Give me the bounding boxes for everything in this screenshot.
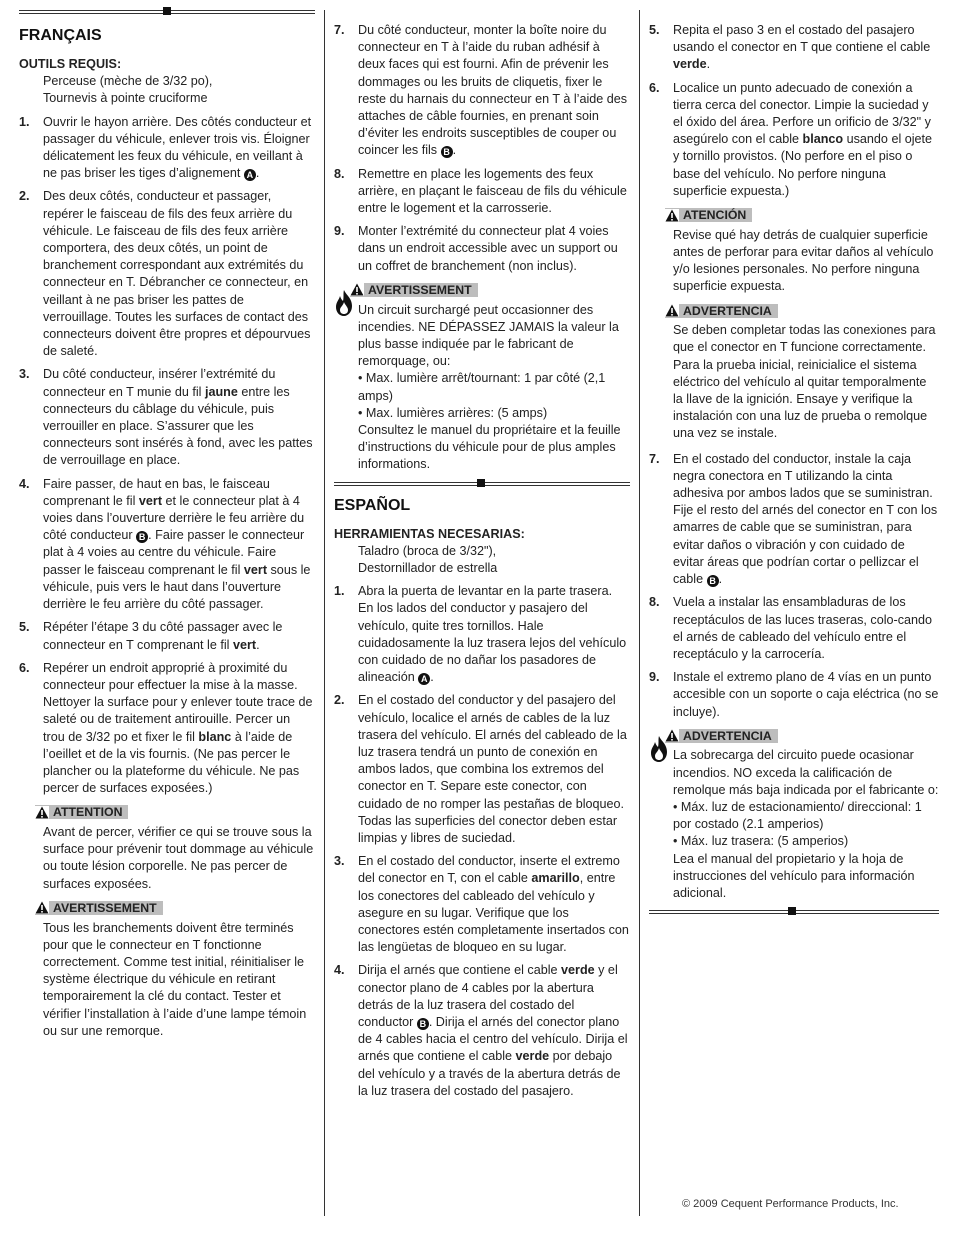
middle-column — [334, 16, 630, 1106]
step-number: 4. — [334, 963, 345, 978]
warning-line: • Max. lumières arrières: (5 amps) — [358, 405, 548, 420]
step-number: 6. — [19, 660, 30, 675]
tool-item: Perceuse (mèche de 3/32 po), — [43, 74, 213, 89]
step-text: En el costado del conductor y del pasajero del vehículo, localice el arnés de cables de la luz trasera del vehículo. El arnés del cableado de la luz trasera tendrá un punto de conexión en ambos lados, que combina los extremos del conector en T. Separe este conector, con cuidado de no romper las pestañas de bloqueo. Todas las superficies del conector deben estar limpias y libres de suciedad. — [358, 693, 627, 846]
callout-badge: A — [244, 169, 256, 181]
column-divider — [324, 10, 325, 1216]
step-text: sous le véhicule, puis vers le haut dans l’ouverture derrière le feu arrière du côté passager. — [43, 562, 311, 612]
step-text: . — [718, 572, 723, 587]
wire-color: vert — [138, 493, 163, 508]
step-text: . — [255, 166, 260, 181]
warning-line: Un circuit surchargé peut occasionner des incendies. NE DÉPASSEZ JAMAIS la valeur la plus basse indiquée par le fabricant de remorquage, ou: — [358, 302, 619, 369]
step-text: y el conector plano de 4 cables por la abertura detrás de la luz trasera del costado del conductor — [358, 963, 618, 1030]
step-text: En el costado del conductor, inserte el extremo del conector en T, con el cable — [358, 854, 620, 886]
tools-heading: HERRAMIENTAS NECESARIAS: — [334, 526, 525, 541]
step-item — [334, 853, 630, 956]
wire-color: verde — [515, 1049, 550, 1064]
step-text: Monter l’extrémité du connecteur plat 4 voies dans un endroit accessible avec un support ou un coffret de branchement (non inclus). — [358, 224, 618, 273]
step-item — [649, 451, 939, 589]
callout-badge: B — [136, 531, 148, 543]
column-divider — [639, 10, 640, 1216]
warning-triangle-icon — [665, 304, 679, 317]
warning-triangle-icon — [35, 806, 49, 819]
spanish-steps-continued — [649, 22, 939, 200]
step-number: 5. — [19, 620, 30, 635]
step-text: por debajo del vehículo y a través de la abertura detrás de la luz trasera del costado del pasajero. — [358, 1049, 621, 1098]
warning-line: Lea el manual del propietario y la hoja de instrucciones del vehículo para información adicional. — [673, 851, 915, 901]
wire-color: verde — [561, 963, 595, 978]
step-text: . — [430, 670, 434, 685]
step-item — [649, 22, 939, 74]
tool-item: Destornillador de estrella — [358, 560, 498, 575]
warning-label: ADVERTENCIA — [665, 729, 778, 743]
step-item — [19, 476, 315, 614]
warning-label: AVERTISSEMENT — [35, 901, 163, 915]
attention-label: ATENCIÓN — [665, 208, 752, 222]
step-text: Remettre en place les logements des feux arrière, en plaçant le faisceau de fils du véhicule entre le logement et la carrosserie. — [358, 166, 627, 216]
warning-box — [649, 304, 939, 443]
step-text: . Faire passer le connecteur plat à 4 voies au centre du véhicule. Faire passer le faisceau comprenant le fil — [43, 528, 305, 577]
warning-text: Tous les branchements doivent être terminés pour que le connecteur en T fonctionne correctement. Comme test initial, réinitialiser le système électrique du véhicule en retirant temporairement la clé du contact. Tester et vérifier l’installation à l’aide d’une lampe témoin ou sur une remorque. — [43, 920, 307, 1038]
step-item — [649, 594, 939, 663]
tools-heading: OUTILS REQUIS: — [19, 57, 122, 71]
tools-list — [334, 543, 630, 577]
warning-text: Se deben completar todas las conexiones para que el conector en T funcione correctamente. Para la prueba inicial, reinicialice el sistema eléctrico del vehículo al quitar temporalmente la llave de la ignición. Ensaye y verifique la instalación con una luz de prueba o remolque una vez se instale. — [673, 323, 936, 441]
step-text: . — [256, 637, 260, 652]
step-number: 2. — [334, 693, 345, 708]
step-item — [334, 166, 630, 218]
step-text: . — [706, 57, 711, 72]
step-text: et le connecteur plat à 4 voies dans l’ouverture derrière le feu arrière du côté conducteur — [43, 493, 305, 543]
step-text: Abra la puerta de levantar en la parte trasera. En los lados del conductor y pasajero del vehículo, quite tres tornillos. Hale cuidadosamente la luz trasera lejos del vehículo con cuidado de no dañar los pasadores de alineación — [358, 584, 627, 685]
step-item — [19, 188, 315, 360]
attention-box — [19, 805, 315, 893]
step-number: 5. — [649, 23, 660, 37]
callout-badge: B — [707, 575, 719, 587]
step-number: 2. — [19, 189, 30, 204]
warning-line: La sobrecarga del circuito puede ocasionar incendios. NO exceda la calificación de remolque más baja indicada por el fabricante o: — [673, 748, 939, 797]
warning-label: ADVERTENCIA — [665, 304, 778, 318]
warning-label: AVERTISSEMENT — [350, 283, 478, 297]
spanish-steps — [334, 583, 630, 1100]
spanish-column — [649, 16, 939, 916]
warning-triangle-icon — [35, 901, 49, 914]
step-number: 6. — [649, 80, 660, 95]
step-text: Repérer un endroit approprié à proximité du connecteur pour effectuer la mise à la masse. Nettoyer la surface pour y enlever toute trace de saleté ou de traitement antirouille. Percer un trou de 3/32 po et fixer le fil — [43, 660, 313, 744]
step-number: 7. — [334, 23, 345, 37]
step-number: 8. — [649, 595, 660, 610]
warning-line: Consultez le manuel du propriétaire et la feuille d’instructions du véhicule pour de plus amples informations. — [358, 422, 621, 472]
step-text: Instale el extremo plano de 4 vías en un punto accesible con un soporte o caja eléctrica (no se incluye). — [673, 670, 939, 719]
step-item — [334, 962, 630, 1100]
section-rule — [19, 10, 315, 16]
step-text: En el costado del conductor, instale la caja negra conectora en T utilizando la cinta adhesiva por ambos lados que se suministran. Fije el resto del arnés del conector en T con los amarres de cable que se suministran, para evitar daños o vibración y con cuidado de evitar áreas que podrían cortar o pellizcar el cable — [673, 451, 938, 587]
step-number: 7. — [649, 451, 660, 466]
copyright-notice: © 2009 Cequent Performance Products, Inc. — [682, 1198, 899, 1210]
callout-badge: A — [418, 673, 430, 685]
attention-text: Avant de percer, vérifier ce qui se trouve sous la surface pour prévenir tout dommage au véhicule ou toute lésion corporelle. Ne pas percer de surfaces exposées. — [43, 825, 314, 891]
step-number: 4. — [19, 476, 30, 491]
step-text: entre les connecteurs du câblage du véhicule, puis verrouiller en place. S’assurer que les connecteurs sont insérés à fond, avec les pattes de verrouillage en place. — [43, 384, 313, 468]
step-item — [19, 619, 315, 653]
section-heading-spanish: ESPAÑOL — [334, 496, 411, 514]
wire-color: blanc — [198, 729, 232, 744]
step-number: 3. — [334, 854, 345, 869]
step-number: 9. — [334, 224, 345, 239]
step-item — [19, 366, 315, 469]
section-rule — [649, 910, 939, 916]
step-item — [334, 583, 630, 686]
step-item — [334, 692, 630, 847]
step-number: 3. — [19, 367, 30, 382]
warning-triangle-icon — [350, 283, 364, 296]
tool-item: Taladro (broca de 3/32"), — [358, 543, 497, 558]
wire-color: amarillo — [531, 871, 580, 886]
step-text: Répéter l’étape 3 du côté passager avec le connecteur en T comprenant le fil — [43, 620, 283, 652]
tool-item: Tournevis à pointe cruciforme — [43, 91, 208, 106]
step-number: 1. — [334, 584, 345, 599]
wire-color: blanco — [802, 132, 844, 147]
fire-warning-box — [649, 729, 939, 903]
warning-triangle-icon — [665, 729, 679, 742]
warning-line: • Máx. luz trasera: (5 amperios) — [673, 834, 849, 849]
step-text: , entre los conectores del cableado del vehículo y asegure en su lugar. Verifique que los conectores estén completamente insertados con las lengüetas de bloqueo en su lugar. — [358, 871, 629, 955]
section-heading-french: FRANÇAIS — [19, 27, 102, 44]
warning-line: • Máx. luz de estacionamiento/ direccional: 1 por costado (2.1 amperios) — [673, 800, 922, 832]
step-item — [334, 223, 630, 275]
tools-list — [19, 73, 315, 107]
fire-warning-box — [334, 283, 630, 474]
step-text: Faire passer, de haut en bas, le faisceau comprenant le fil — [43, 476, 270, 508]
step-number: 8. — [334, 166, 345, 181]
section-rule — [334, 482, 630, 488]
step-text: Ouvrir le hayon arrière. Des côtés conducteur et passager du véhicule, enlever trois vis. Éloigner délicatement les feux du véhicule, en veillant à ne pas briser les tiges d’alignement — [43, 114, 312, 181]
wire-color: vert — [243, 562, 268, 577]
french-steps-continued — [334, 22, 630, 275]
wire-color: jaune — [204, 384, 238, 399]
attention-label: ATTENTION — [35, 805, 128, 819]
step-text: usando el ojete y tornillo provistos. (No perfore en el piso o base del vehículo. No perfore ninguna superficie expuesta.) — [673, 132, 933, 198]
step-text: Repita el paso 3 en el costado del pasajero usando el conector en T que contiene el cable — [673, 23, 931, 55]
wire-color: vert — [232, 637, 257, 652]
step-text: Du côté conducteur, monter la boîte noire du connecteur en T à l’aide du ruban adhésif à deux faces qui est fourni. Afin de prévenir les dommages ou les bruits de cliquetis, fixer le reste du harnais du connecteur en T à l’aide des attaches de câble fournies, en prenant soin d’éviter les endroits susceptibles de couper ou coincer les fils — [358, 23, 628, 158]
step-item — [19, 114, 315, 183]
attention-text: Revise qué hay detrás de cualquier superficie antes de perforar para evitar daños al vehículo y/o lesiones personales. No perfore ninguna superficie expuesta. — [673, 227, 934, 294]
step-item — [649, 669, 939, 721]
step-text: . Dirija el arnés del conector plano de 4 cables hacia el centro del vehículo. Dirija el arnés que contiene el cable — [358, 1015, 628, 1064]
step-item — [649, 80, 939, 200]
french-steps — [19, 114, 315, 798]
attention-box — [649, 208, 939, 296]
step-item — [334, 22, 630, 160]
step-item — [19, 660, 315, 798]
step-text: . — [452, 143, 457, 158]
step-text: Localice un punto adecuado de conexión a tierra cerca del conector. Limpie la suciedad y el óxido del área. Perfore un orificio de 3/32" y asegúrelo con el cable — [673, 80, 931, 147]
spanish-steps-final — [649, 451, 939, 721]
wire-color: verde — [673, 57, 707, 72]
callout-badge: B — [417, 1018, 429, 1030]
callout-badge: B — [441, 146, 453, 158]
step-text: à l’aide de l’oeillet et de la vis fournis. (Ne pas percer le plancher ou la plateforme du véhicule. Ne pas percer de surfaces exposées.) — [43, 729, 300, 796]
step-text: Du côté conducteur, insérer l’extrémité du connecteur en T munie du fil — [43, 367, 276, 399]
step-number: 9. — [649, 670, 660, 685]
warning-line: • Max. lumière arrêt/tournant: 1 par côté (2,1 amps) — [358, 371, 606, 403]
french-column — [19, 10, 315, 1048]
step-number: 1. — [19, 114, 30, 129]
warning-box — [19, 901, 315, 1040]
step-text: Dirija el arnés que contiene el cable — [358, 963, 562, 978]
step-text: Vuela a instalar las ensambladuras de los receptáculos de las luces traseras, colo-cando el arnés de cableado del vehículo entre el receptáculo y la carrocería. — [673, 595, 933, 661]
step-text: Des deux côtés, conducteur et passager, repérer le faisceau de fils des feux arrière du véhicule. Le faisceau de fils des feux arrière comportera, des deux côtés, un point de branchement correspondant aux extrémités du connecteur en T. Débrancher ce connecteur, en veillant à ne pas briser les pattes de verrouillage. Toutes les surfaces de contact des connecteurs doivent être propres et dépourvues de saleté. — [43, 189, 311, 359]
warning-triangle-icon — [665, 209, 679, 222]
